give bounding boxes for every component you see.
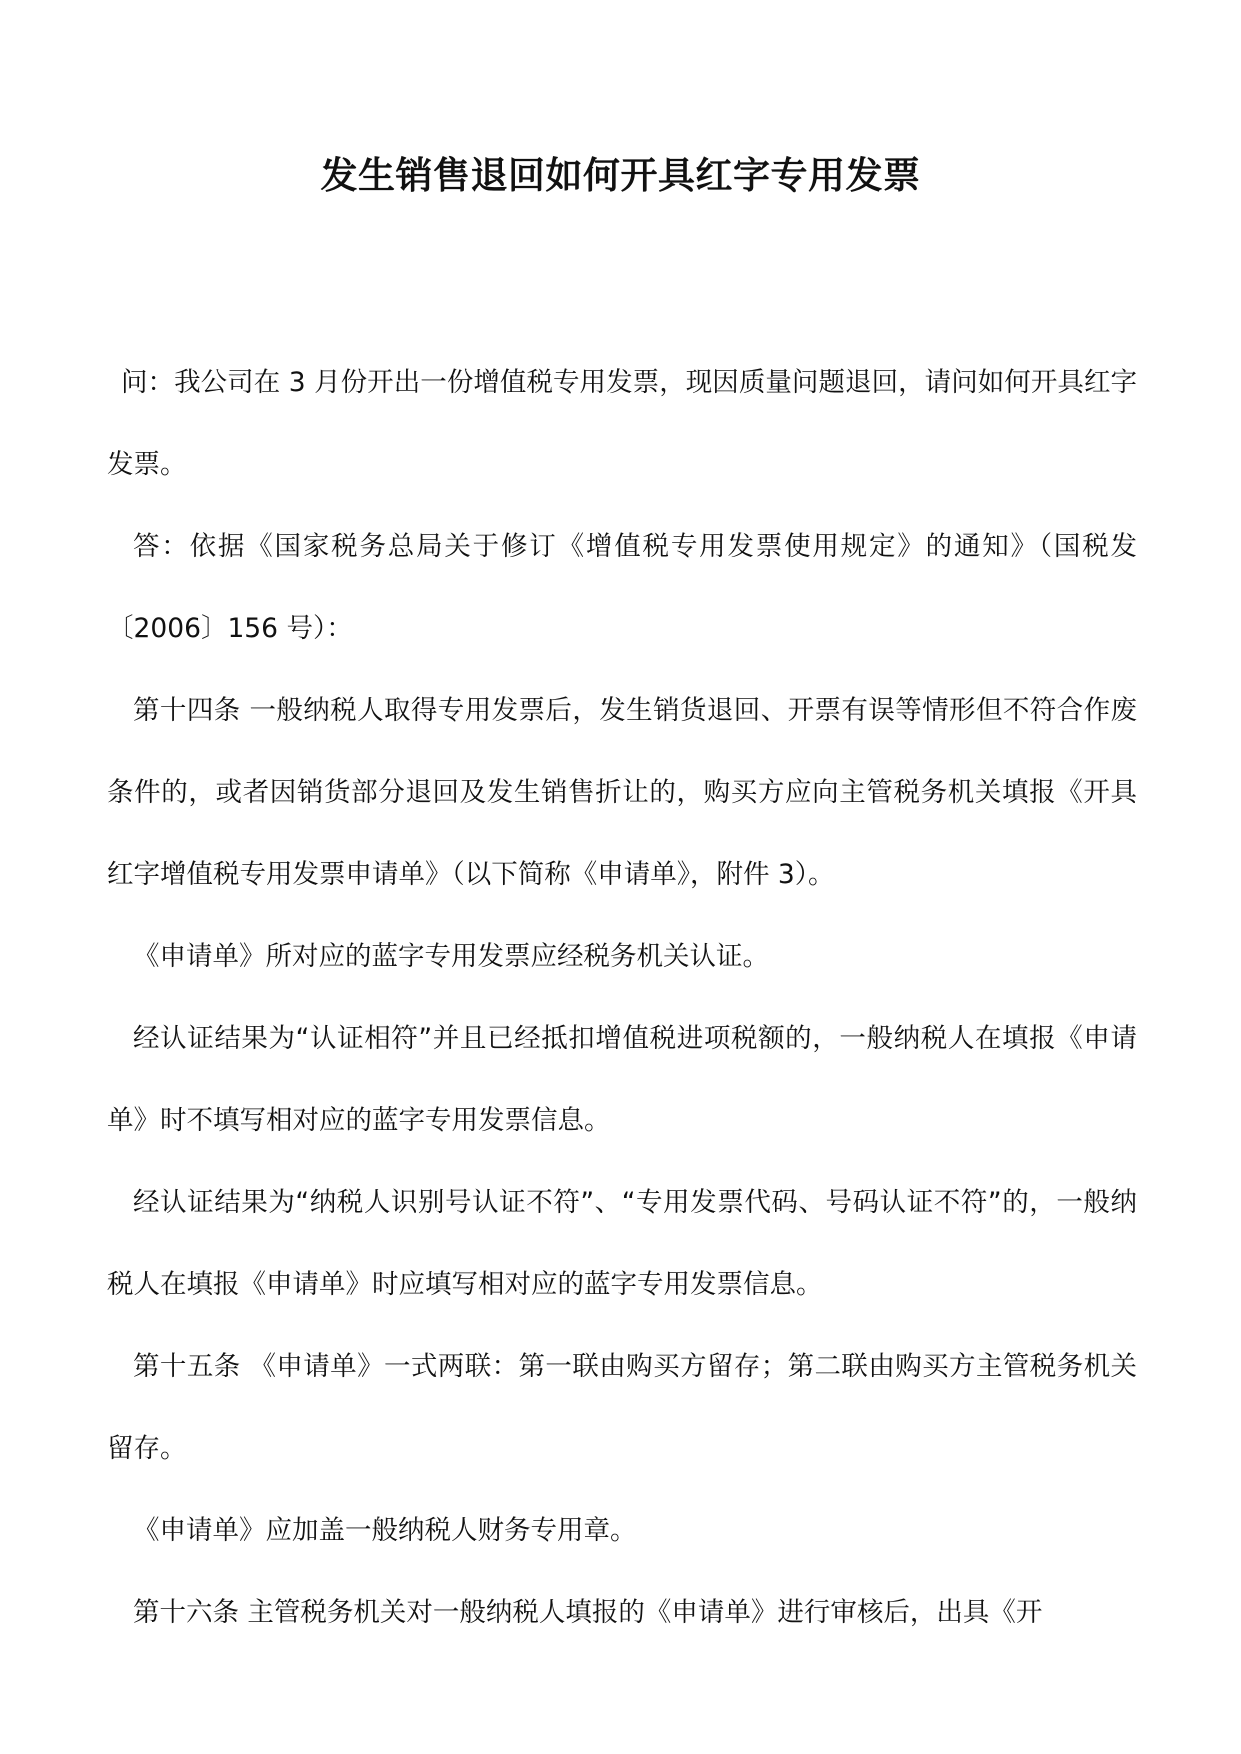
paragraph-mismatch-result: 经认证结果为“纳税人识别号认证不符”、“专用发票代码、号码认证不符”的，一般纳税人在填报《申请单》时应填写相对应的蓝字专用发票信息。	[107, 1187, 1137, 1300]
paragraph-article-15: 第十五条 《申请单》一式两联：第一联由购买方留存；第二联由购买方主管税务机关留存。	[107, 1351, 1137, 1464]
paragraph-article-16: 第十六条 主管税务机关对一般纳税人填报的《申请单》进行审核后，出具《开	[133, 1597, 1043, 1628]
paragraph-answer: 答：依据《国家税务总局关于修订《增值税专用发票使用规定》的通知》（国税发〔2006〕156 号）：	[107, 531, 1137, 644]
paragraph-question: 问：我公司在 3 月份开出一份增值税专用发票，现因质量问题退回，请问如何开具红字发票。	[107, 367, 1137, 480]
paragraph-seal: 《申请单》应加盖一般纳税人财务专用章。	[133, 1515, 637, 1546]
paragraph-match-result: 经认证结果为“认证相符”并且已经抵扣增值税进项税额的，一般纳税人在填报《申请单》时不填写相对应的蓝字专用发票信息。	[107, 1023, 1137, 1136]
paragraph-certification: 《申请单》所对应的蓝字专用发票应经税务机关认证。	[133, 941, 769, 972]
document-body	[107, 342, 1137, 1654]
paragraph-article-14: 第十四条 一般纳税人取得专用发票后，发生销货退回、开票有误等情形但不符合作废条件的，或者因销货部分退回及发生销售折让的，购买方应向主管税务机关填报《开具红字增值税专用发票申请单》（以下简称《申请单》，附件 3）。	[107, 695, 1137, 890]
document-title: 发生销售退回如何开具红字专用发票	[320, 153, 921, 197]
